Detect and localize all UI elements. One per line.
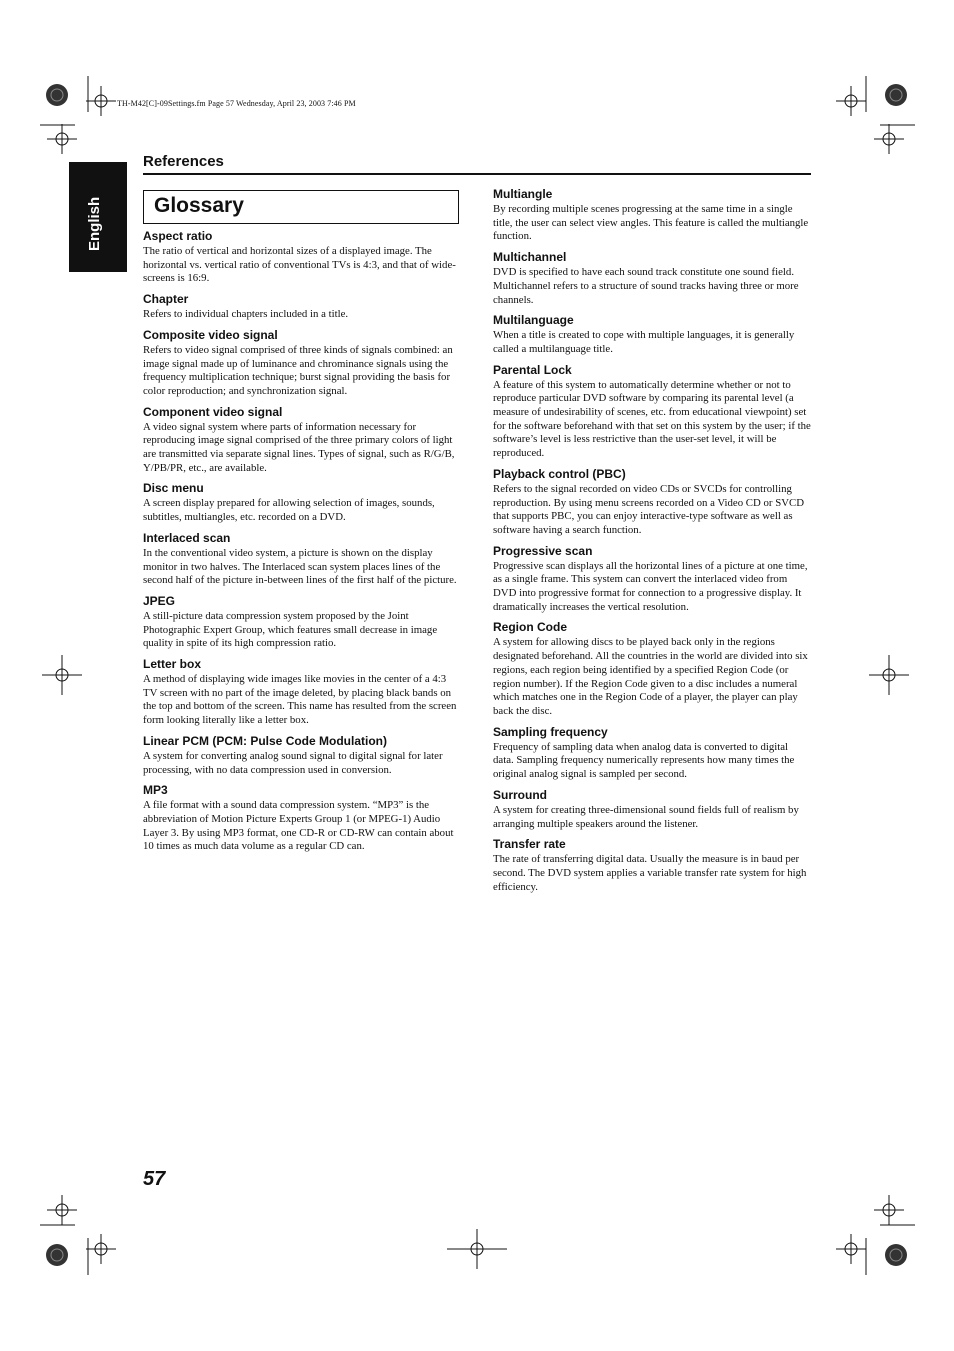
file-info-header: TH-M42[C]-09Settings.fm Page 57 Wednesday, April 23, 2003 7:46 PM: [117, 99, 356, 108]
glossary-entry: [493, 837, 811, 894]
glossary-term: Composite video signal: [143, 327, 278, 342]
glossary-entry: [493, 313, 811, 356]
glossary-definition: In the conventional video system, a picture is shown on the display monitor in two halves. The Interlaced scan system places lines of the second half of the picture in-between lines of the first half of the picture.: [143, 546, 457, 587]
glossary-term: Multilanguage: [493, 313, 574, 328]
glossary-entry: [143, 783, 461, 854]
glossary-definition: A screen display prepared for allowing selection of images, sounds, subtitles, multiangles, etc. recorded on a DVD.: [143, 497, 435, 524]
glossary-entry: [493, 250, 811, 307]
glossary-term: MP3: [143, 783, 168, 798]
glossary-definition: A system for allowing discs to be played back only in the regions designated beforehand. All the countries in the world are divided into six regions, each region being identified by a specified Region Code (or region number). If the Region Code given to a disc includes a numeral which matches one in the Region Code of a player, the player can play back the disc.: [493, 636, 808, 717]
section-title: References: [143, 153, 224, 170]
glossary-definition: The rate of transferring digital data. Usually the measure is in baud per second. The DVD system applies a variable transfer rate system for high efficiency.: [493, 853, 807, 893]
glossary-term: Linear PCM (PCM: Pulse Code Modulation): [143, 733, 388, 748]
glossary-term: Sampling frequency: [493, 724, 608, 739]
glossary-definition: A feature of this system to automatically determine whether or not to reproduce particular DVD software by comparing its parental level (a measure of undesirability of scenes, etc. from educational viewpoint) set for the software beforehand with that set on this system by the user; if the software’s level is less restrictive than the user-set level, it will be reproduced.: [493, 378, 811, 460]
glossary-term: Interlaced scan: [143, 530, 231, 545]
glossary-title: Glossary: [154, 194, 244, 217]
glossary-definition: A file format with a sound data compression system. “MP3” is the abbreviation of Motion Picture Experts Group 1 (or MPEG-1) Audio Layer 3. By using MP3 format, one CD-R or CD-RW can contain about 10 times as much data volume as a regular CD can.: [143, 799, 454, 853]
left-column: [143, 229, 461, 860]
glossary-entry: [493, 788, 811, 831]
glossary-entry: [493, 467, 811, 538]
section-divider: [143, 173, 811, 175]
glossary-entry: [493, 544, 811, 615]
glossary-definition: Frequency of sampling data when analog data is converted to digital data. Sampling frequency numerically represents how many times the original analog signal is sampled per second.: [493, 740, 795, 781]
glossary-definition: A method of displaying wide images like movies in the center of a 4:3 TV screen with no part of the image deleted, by placing black bands on the top and bottom of the screen. This name has resulted from the screen form looking literally like a letter box.: [143, 673, 457, 727]
glossary-entry: [493, 187, 811, 244]
glossary-term: Chapter: [143, 292, 189, 307]
glossary-definition: Refers to individual chapters included in a title.: [143, 308, 349, 321]
glossary-entry: [143, 328, 461, 399]
glossary-term: Surround: [493, 787, 547, 802]
glossary-entry: [143, 657, 461, 728]
glossary-entry: [143, 594, 461, 651]
glossary-definition: A system for converting analog sound signal to digital signal for later processing, with no data compression used in conversion.: [143, 749, 443, 776]
glossary-definition: Refers to the signal recorded on video CDs or SVCDs for controlling reproduction. By using menu screens recorded on a Video CD or SVCD that supports PBC, you can enjoy interactive-type software as well as software having a search function.: [493, 482, 805, 536]
right-column: [493, 187, 811, 900]
glossary-entry: [143, 531, 461, 588]
language-side-tab: [69, 162, 127, 272]
glossary-term: Playback control (PBC): [493, 466, 626, 481]
glossary-entry: [143, 481, 461, 524]
glossary-term: Aspect ratio: [143, 229, 213, 243]
glossary-term: Multichannel: [493, 250, 567, 265]
glossary-definition: DVD is specified to have each sound track constitute one sound field. Multichannel refers to a structure of sound tracks having three or more channels.: [493, 266, 799, 306]
glossary-definition: Progressive scan displays all the horizontal lines of a picture at one time, as a single frame. This system can convert the interlaced video from DVD into progressive format for connection to a progressive display. It dramatically increases the vertical resolution.: [493, 559, 808, 613]
glossary-entry: [493, 725, 811, 782]
glossary-entry: [493, 363, 811, 461]
glossary-term: Component video signal: [143, 404, 283, 419]
glossary-term: Disc menu: [143, 481, 204, 496]
glossary-definition: Refers to video signal comprised of three kinds of signals combined: an image signal made up of luminance and chrominance signals using the frequency multiplication technique; burst signal providing the basis for color reproduction; and synchronization signal.: [143, 343, 453, 397]
glossary-term: Region Code: [493, 620, 567, 635]
language-label: English: [86, 196, 103, 251]
glossary-term: Parental Lock: [493, 362, 572, 377]
glossary-definition: When a title is created to cope with multiple languages, it is generally called a multilanguage title.: [493, 329, 795, 355]
glossary-definition: A still-picture data compression system proposed by the Joint Photographic Expert Group, which features small decrease in image quality in spite of its high compression ratio.: [143, 609, 438, 650]
glossary-term: Progressive scan: [493, 543, 593, 558]
glossary-entry: [143, 734, 461, 777]
glossary-term: JPEG: [143, 593, 176, 608]
glossary-definition: A video signal system where parts of information necessary for reproducing image signal comprised of the three primary colors of light are transmitted via separate signal lines. Types of signal, such as R/G/B, Y/PB/PR, etc., are available.: [143, 420, 455, 474]
glossary-heading-box: [143, 190, 459, 224]
glossary-definition: The ratio of vertical and horizontal sizes of a displayed image. The horizontal vs. vertical ratio of conventional TVs is 4:3, and that of wide-screens is 16:9.: [143, 245, 456, 285]
glossary-entry: [143, 405, 461, 476]
glossary-entry: [493, 620, 811, 718]
glossary-term: Letter box: [143, 657, 202, 672]
glossary-term: Multiangle: [493, 187, 553, 201]
glossary-definition: A system for creating three-dimensional sound fields full of realism by arranging multiple speakers around the listener.: [493, 803, 799, 830]
page-number: 57: [143, 1168, 166, 1190]
glossary-definition: By recording multiple scenes progressing at the same time in a single title, the user can select view angles. This feature is called the multiangle function.: [493, 203, 809, 243]
glossary-term: Transfer rate: [493, 837, 566, 852]
glossary-entry: [143, 229, 461, 286]
glossary-entry: [143, 292, 461, 322]
